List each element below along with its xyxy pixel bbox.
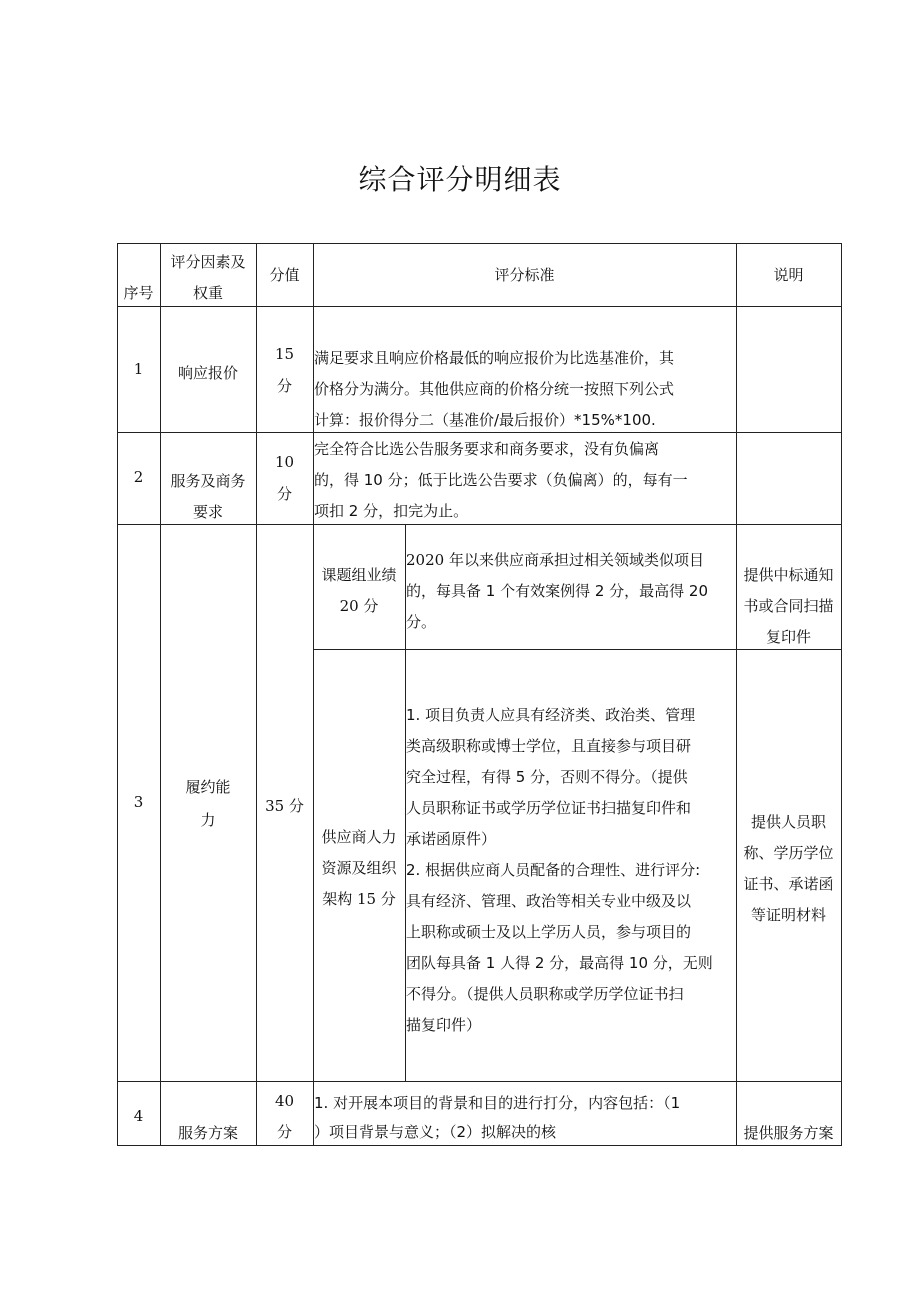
row3-factor-line2: 力 <box>200 811 216 829</box>
row3-sub2-criteria-line: 具有经济、管理、政治等相关专业中级及以 <box>406 892 692 910</box>
row2-seq: 2 <box>133 468 144 486</box>
header-criteria: 评分标准 <box>494 266 555 284</box>
row3-sub2-criteria-line: 承诺函原件） <box>406 830 497 848</box>
row1-criteria-line: 满足要求且响应价格最低的响应报价为比选基准价，其 <box>314 349 675 367</box>
row1-criteria-line: 价格分为满分。其他供应商的价格分统一按照下列公式 <box>314 380 675 398</box>
row3-sub2-criteria-line: 人员职称证书或学历学位证书扫描复印件和 <box>406 799 692 817</box>
row3-sub2-criteria-line: 类高级职称或博士学位，且直接参与项目研 <box>406 737 692 755</box>
row1-score-num: 15 <box>274 345 295 363</box>
row3-sub2-criteria-line: 描复印件） <box>406 1016 482 1034</box>
row3-sub2-criteria-line: 上职称或硕士及以上学历人员，参与项目的 <box>406 923 692 941</box>
row3-sub2-criteria-line: 1. 项目负责人应具有经济类、政治类、管理 <box>406 706 696 724</box>
row3-sub2-criteria-line: 不得分。（提供人员职称或学历学位证书扫 <box>406 985 684 1003</box>
table-line <box>117 1081 841 1082</box>
row1-score-unit: 分 <box>276 377 292 395</box>
row3-sub2-criteria-line: 2. 根据供应商人员配备的合理性、进行评分: <box>406 861 701 879</box>
header-factor-line1: 评分因素及 <box>170 253 246 271</box>
row3-sub1-criteria-line: 2020 年以来供应商承担过相关领域类似项目 <box>406 551 704 569</box>
header-factor-line2: 权重 <box>192 284 223 302</box>
row4-criteria-line: 1. 对开展本项目的背景和目的进行打分，内容包括：（1 <box>314 1094 681 1112</box>
row3-sub2-note-line: 等证明材料 <box>750 906 826 924</box>
row3-seq: 3 <box>133 793 144 811</box>
row3-sub2-note-line: 提供人员职 <box>750 813 826 831</box>
row3-sub2-criteria-line: 团队每具备 1 人得 2 分，最高得 10 分，无则 <box>406 954 713 972</box>
row4-seq: 4 <box>133 1107 144 1125</box>
row3-sub2-name-line3: 架构 15 分 <box>322 890 396 908</box>
row1-factor: 响应报价 <box>177 364 238 382</box>
row4-criteria-line: ）项目背景与意义；（2）拟解决的核 <box>314 1123 557 1141</box>
row3-sub1-note-line: 书或合同扫描 <box>743 597 834 615</box>
header-seq: 序号 <box>123 284 154 302</box>
row2-criteria-line: 的，得 10 分；低于比选公告要求（负偏离）的，每有一 <box>314 471 688 489</box>
row3-sub2-name-line1: 供应商人力 <box>321 828 397 846</box>
header-score: 分值 <box>269 266 300 284</box>
row3-factor-line1: 履约能 <box>185 778 231 796</box>
row3-sub2-note-line: 称、学历学位 <box>743 844 834 862</box>
row3-sub1-criteria-line: 的，每具备 1 个有效案例得 2 分，最高得 20 <box>406 582 709 600</box>
page-title: 综合评分明细表 <box>358 163 562 196</box>
row2-factor-line1: 服务及商务 <box>170 472 246 490</box>
row2-criteria-line: 完全符合比选公告服务要求和商务要求，没有负偏离 <box>314 440 660 458</box>
row3-sub1-note-line: 复印件 <box>765 628 811 646</box>
row2-criteria-line: 项扣 2 分，扣完为止。 <box>314 502 469 520</box>
row3-sub2-note-line: 证书、承诺函 <box>743 875 834 893</box>
row1-seq: 1 <box>133 360 144 378</box>
row3-sub2-name-line2: 资源及组织 <box>321 859 397 877</box>
row3-sub1-name-line2: 20 分 <box>339 597 379 615</box>
header-note: 说明 <box>773 266 804 284</box>
row3-sub1-criteria-line: 分。 <box>406 613 437 631</box>
row3-sub2-criteria-line: 究全过程，有得 5 分，否则不得分。（提供 <box>406 768 688 786</box>
table-line <box>736 243 737 1146</box>
row3-score: 35 分 <box>265 797 304 815</box>
row1-criteria-line: 计算：报价得分二（基准价/最后报价）*15%*100. <box>314 411 656 429</box>
row3-sub1-note-line: 提供中标通知 <box>743 566 834 584</box>
row4-factor: 服务方案 <box>177 1124 238 1142</box>
table-line <box>117 306 841 307</box>
row4-score-num: 40 <box>274 1092 295 1110</box>
row4-score-unit: 分 <box>276 1123 292 1141</box>
row2-factor-line2: 要求 <box>192 503 223 521</box>
table-line <box>841 243 842 1146</box>
row4-note: 提供服务方案 <box>743 1124 834 1142</box>
row2-score-num: 10 <box>274 453 295 471</box>
table-line <box>117 243 841 244</box>
row2-score-unit: 分 <box>276 485 292 503</box>
row3-sub1-name-line1: 课题组业绩 <box>321 566 397 584</box>
